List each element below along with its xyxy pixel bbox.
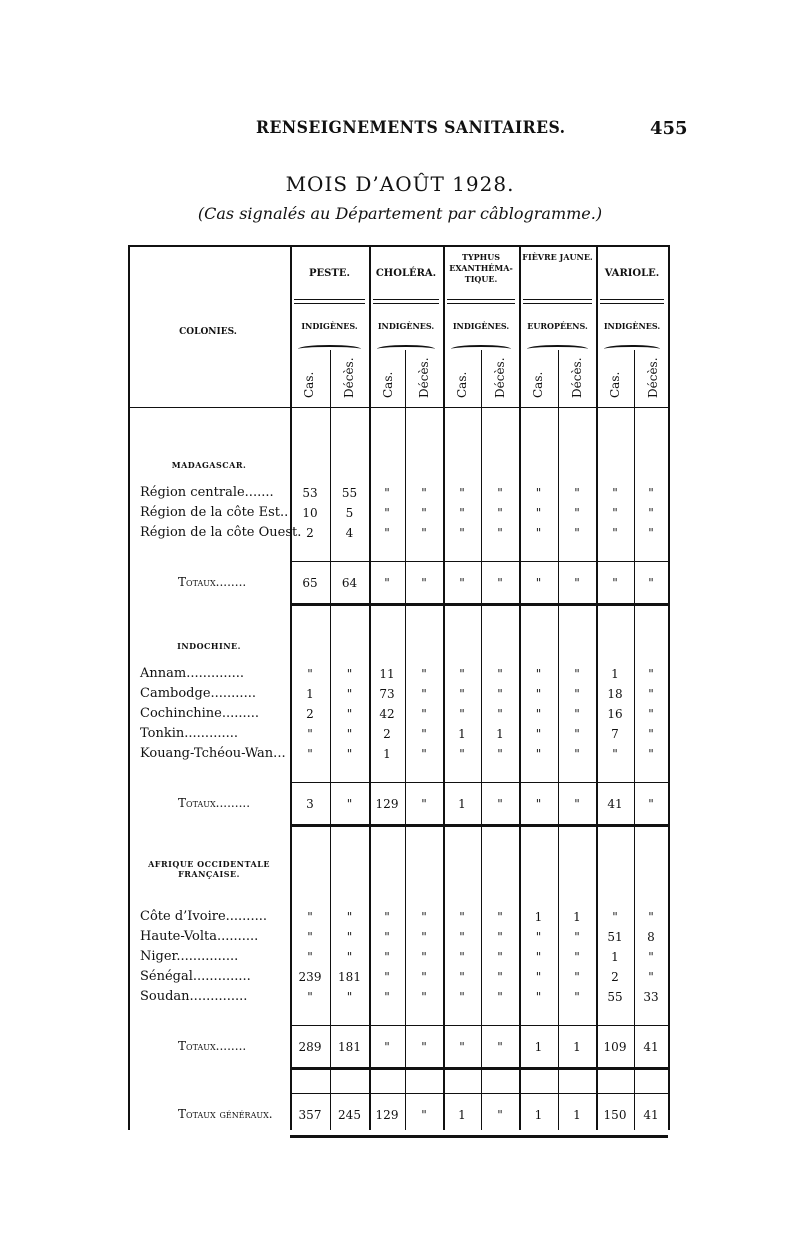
grand-total-cell: 1 — [534, 1108, 543, 1122]
data-cell: " — [535, 667, 542, 681]
data-cell: " — [421, 747, 427, 761]
row-label: Cambodge........... — [140, 686, 256, 701]
data-cell: " — [421, 950, 427, 964]
data-cell: 33 — [643, 990, 659, 1004]
total-cell: 1 — [573, 1040, 581, 1054]
data-cell: " — [497, 990, 503, 1004]
page-subtitle: (Cas signalés au Département par câblogramme.) — [197, 204, 603, 223]
header-bottom-rule — [128, 407, 668, 408]
data-cell: " — [497, 687, 503, 701]
data-cell: " — [612, 486, 618, 500]
data-cell: " — [648, 747, 654, 761]
data-cell: " — [421, 687, 427, 701]
row-label: Tonkin............. — [140, 726, 238, 741]
total-cell: " — [574, 797, 580, 811]
population-group-label: INDIGÈNES. — [452, 321, 510, 331]
brace-mark — [527, 345, 588, 353]
header-rule — [373, 299, 439, 300]
data-cell: " — [346, 930, 353, 944]
data-cell: 53 — [302, 486, 318, 500]
data-cell: " — [574, 747, 580, 761]
table-top-rule — [128, 245, 670, 247]
total-cell: " — [497, 797, 503, 811]
data-cell: " — [307, 667, 313, 681]
header-rule — [523, 299, 592, 300]
data-cell: 2 — [306, 707, 314, 721]
data-cell: 1 — [306, 687, 314, 701]
total-rule — [290, 1067, 668, 1070]
total-label: Totaux......... — [178, 796, 251, 810]
data-cell: 1 — [458, 727, 466, 741]
row-label: Région de la côte Ouest. — [140, 525, 302, 540]
data-cell: " — [574, 506, 580, 520]
population-group-label: EUROPÉENS. — [527, 321, 588, 331]
data-cell: " — [459, 526, 465, 540]
total-rule — [290, 824, 668, 827]
data-cell: " — [612, 506, 618, 520]
grand-total-rule — [290, 1135, 668, 1138]
data-cell: " — [421, 970, 427, 984]
data-cell: " — [535, 707, 542, 721]
total-cell: 41 — [607, 797, 623, 811]
data-cell: " — [574, 667, 580, 681]
total-cell: 64 — [341, 576, 358, 590]
data-cell: " — [421, 727, 427, 741]
row-label: Région centrale....... — [140, 485, 274, 500]
row-label: Kouang-Tchéou-Wan... — [140, 746, 286, 761]
grand-total-cell: 357 — [298, 1108, 322, 1122]
data-cell: " — [384, 950, 390, 964]
data-cell: " — [574, 707, 580, 721]
data-cell: " — [574, 486, 580, 500]
total-label: Totaux........ — [178, 575, 247, 589]
data-cell: 2 — [306, 526, 314, 540]
grand-total-cell: 41 — [643, 1108, 659, 1122]
grand-total-cell: 1 — [573, 1108, 581, 1122]
data-cell: " — [307, 910, 313, 924]
total-cell: 181 — [338, 1040, 361, 1054]
data-cell: " — [574, 526, 580, 540]
data-cell: " — [497, 930, 503, 944]
total-cell: " — [574, 576, 580, 590]
total-cell: " — [421, 576, 427, 590]
data-cell: " — [384, 910, 390, 924]
section-title: MADAGASCAR. — [171, 460, 247, 470]
row-label: Sénégal.............. — [140, 969, 251, 984]
data-cell: " — [307, 727, 313, 741]
deces-subheader: Décès. — [646, 357, 660, 398]
data-cell: 2 — [611, 970, 619, 984]
grand-total-top-rule — [290, 1093, 668, 1094]
data-cell: " — [648, 970, 654, 984]
deces-subheader: Décès. — [570, 357, 584, 398]
data-cell: " — [648, 707, 654, 721]
data-cell: " — [612, 910, 618, 924]
population-group-label: INDIGÈNES. — [603, 321, 661, 331]
data-cell: " — [574, 930, 580, 944]
data-cell: " — [384, 930, 390, 944]
total-cell: " — [648, 797, 654, 811]
header-rule — [294, 299, 365, 300]
data-cell: " — [497, 526, 503, 540]
data-cell: " — [648, 526, 654, 540]
data-cell: " — [459, 486, 465, 500]
data-cell: " — [648, 727, 654, 741]
subtotal-rule — [290, 1025, 668, 1026]
data-cell: " — [497, 747, 503, 761]
data-cell: " — [497, 950, 503, 964]
row-label: Annam.............. — [140, 666, 245, 681]
total-cell: 1 — [534, 1040, 543, 1054]
deces-subheader: Décès. — [417, 357, 431, 398]
cas-subheader: Cas. — [302, 371, 316, 398]
data-cell: 51 — [607, 930, 623, 944]
data-cell: 1 — [496, 727, 504, 741]
row-label: Cochinchine......... — [140, 706, 260, 721]
data-cell: " — [421, 506, 427, 520]
page-title: MOIS D’AOÛT 1928. — [285, 172, 515, 196]
data-cell: 181 — [338, 970, 361, 984]
data-cell: 1 — [383, 747, 391, 761]
data-cell: 239 — [298, 970, 322, 984]
data-cell: " — [459, 910, 465, 924]
data-cell: " — [384, 990, 390, 1004]
data-cell: " — [535, 506, 542, 520]
header-rule — [447, 299, 515, 300]
data-cell: " — [421, 930, 427, 944]
total-cell: " — [384, 1040, 390, 1054]
data-cell: 18 — [607, 687, 623, 701]
section-title: AFRIQUE OCCIDENTALE FRANÇAISE. — [148, 859, 270, 879]
data-cell: 55 — [341, 486, 358, 500]
data-cell: " — [535, 486, 542, 500]
grand-total-cell: 129 — [375, 1108, 399, 1122]
table-left-border — [128, 245, 130, 1130]
table-right-border — [668, 245, 670, 1130]
data-cell: 10 — [302, 506, 318, 520]
subtotal-rule — [290, 782, 668, 783]
data-cell: 11 — [379, 667, 395, 681]
data-cell: " — [535, 687, 542, 701]
data-cell: " — [346, 747, 353, 761]
total-cell: 65 — [302, 576, 318, 590]
data-cell: " — [421, 707, 427, 721]
grand-total-cell: 150 — [603, 1108, 627, 1122]
data-cell: " — [648, 687, 654, 701]
data-cell: " — [497, 506, 503, 520]
data-cell: " — [459, 930, 465, 944]
data-cell: 1 — [611, 667, 619, 681]
data-cell: " — [497, 910, 503, 924]
data-cell: " — [346, 910, 353, 924]
brace-mark — [451, 345, 511, 353]
total-cell: " — [459, 576, 465, 590]
total-cell: 41 — [643, 1040, 659, 1054]
disease-header: FIÈVRE JAUNE. — [522, 252, 593, 262]
data-cell: " — [459, 707, 465, 721]
data-cell: " — [535, 526, 542, 540]
data-cell: " — [535, 970, 542, 984]
data-cell: " — [459, 990, 465, 1004]
data-cell: " — [648, 506, 654, 520]
grand-total-label: Totaux généraux. — [178, 1107, 273, 1121]
total-cell: " — [535, 576, 542, 590]
data-cell: " — [459, 747, 465, 761]
running-title: RENSEIGNEMENTS SANITAIRES. — [256, 118, 566, 138]
data-cell: " — [384, 486, 390, 500]
total-label: Totaux........ — [178, 1039, 247, 1053]
data-cell: " — [384, 970, 390, 984]
grand-total-cell: " — [421, 1108, 427, 1122]
data-cell: " — [307, 930, 313, 944]
data-cell: " — [574, 950, 580, 964]
cas-subheader: Cas. — [608, 371, 622, 398]
header-rule — [600, 299, 664, 300]
total-cell: 289 — [298, 1040, 322, 1054]
data-cell: " — [497, 970, 503, 984]
header-rule — [447, 303, 515, 304]
data-cell: " — [459, 970, 465, 984]
data-cell: 16 — [607, 707, 623, 721]
row-label: Haute-Volta.......... — [140, 929, 259, 944]
brace-mark — [377, 345, 435, 353]
row-label: Région de la côte Est.. — [140, 505, 289, 520]
grand-total-cell: 1 — [458, 1108, 466, 1122]
total-cell: " — [384, 576, 390, 590]
total-cell: " — [346, 797, 353, 811]
data-cell: " — [459, 667, 465, 681]
section-title: INDOCHINE. — [177, 641, 241, 651]
data-cell: " — [574, 990, 580, 1004]
deces-subheader: Décès. — [493, 357, 507, 398]
brace-mark — [604, 345, 660, 353]
data-cell: 2 — [383, 727, 391, 741]
data-cell: 55 — [607, 990, 623, 1004]
data-cell: 7 — [611, 727, 619, 741]
data-cell: " — [421, 990, 427, 1004]
total-cell: 129 — [375, 797, 399, 811]
cas-subheader: Cas. — [531, 371, 545, 398]
data-cell: " — [459, 687, 465, 701]
total-cell: " — [459, 1040, 465, 1054]
grand-total-cell: 245 — [338, 1108, 361, 1122]
total-cell: 1 — [458, 797, 466, 811]
disease-header: CHOLÉRA. — [375, 268, 437, 279]
data-cell: " — [307, 950, 313, 964]
data-cell: 1 — [611, 950, 619, 964]
data-cell: " — [384, 526, 390, 540]
grand-total-cell: " — [497, 1108, 503, 1122]
data-cell: " — [346, 990, 353, 1004]
data-cell: " — [346, 687, 353, 701]
data-cell: 4 — [345, 526, 354, 540]
data-cell: " — [612, 526, 618, 540]
header-rule — [523, 303, 592, 304]
data-cell: " — [346, 707, 353, 721]
deces-subheader: Décès. — [342, 357, 356, 398]
data-cell: " — [497, 667, 503, 681]
data-cell: " — [346, 727, 353, 741]
population-group-label: INDIGÈNES. — [301, 321, 358, 331]
data-cell: " — [459, 950, 465, 964]
data-cell: " — [346, 667, 353, 681]
disease-header: TYPHUS EXANTHÉMA- TIQUE. — [449, 252, 513, 284]
data-cell: " — [535, 727, 542, 741]
total-cell: " — [612, 576, 618, 590]
data-cell: " — [497, 486, 503, 500]
data-cell: 5 — [345, 506, 354, 520]
data-cell: 8 — [647, 930, 655, 944]
data-cell: " — [459, 506, 465, 520]
total-cell: " — [421, 797, 427, 811]
data-cell: " — [307, 747, 313, 761]
row-label: Niger............... — [140, 949, 239, 964]
total-cell: 109 — [603, 1040, 627, 1054]
data-cell: " — [612, 747, 618, 761]
header-rule — [600, 303, 664, 304]
brace-mark — [298, 345, 361, 353]
data-cell: " — [535, 950, 542, 964]
data-cell: " — [421, 910, 427, 924]
total-cell: 3 — [306, 797, 314, 811]
header-rule — [294, 303, 365, 304]
total-cell: " — [535, 797, 542, 811]
disease-header: PESTE. — [309, 268, 350, 279]
cas-subheader: Cas. — [455, 371, 469, 398]
total-rule — [290, 603, 668, 606]
subtotal-rule — [290, 561, 668, 562]
total-cell: " — [497, 576, 503, 590]
row-label: Côte d’Ivoire.......... — [140, 909, 267, 924]
total-cell: " — [497, 1040, 503, 1054]
data-cell: " — [574, 687, 580, 701]
data-cell: 1 — [534, 910, 543, 924]
data-cell: " — [384, 506, 390, 520]
header-rule — [373, 303, 439, 304]
data-cell: 73 — [379, 687, 395, 701]
colonies-header: COLONIES. — [179, 327, 237, 337]
data-cell: " — [535, 990, 542, 1004]
row-label: Soudan.............. — [140, 989, 248, 1004]
data-cell: " — [497, 707, 503, 721]
page-number: 455 — [650, 118, 688, 139]
data-cell: " — [421, 667, 427, 681]
data-cell: " — [574, 727, 580, 741]
data-cell: " — [648, 910, 654, 924]
data-cell: 1 — [573, 910, 581, 924]
cas-subheader: Cas. — [381, 371, 395, 398]
total-cell: " — [421, 1040, 427, 1054]
data-cell: " — [421, 526, 427, 540]
data-cell: " — [648, 667, 654, 681]
total-cell: " — [648, 576, 654, 590]
data-cell: " — [346, 950, 353, 964]
data-cell: 42 — [379, 707, 395, 721]
data-cell: " — [421, 486, 427, 500]
data-cell: " — [535, 747, 542, 761]
data-cell: " — [648, 950, 654, 964]
disease-header: VARIOLE. — [604, 268, 660, 279]
data-cell: " — [307, 990, 313, 1004]
data-cell: " — [535, 930, 542, 944]
data-cell: " — [574, 970, 580, 984]
data-cell: " — [648, 486, 654, 500]
population-group-label: INDIGÈNES. — [377, 321, 435, 331]
